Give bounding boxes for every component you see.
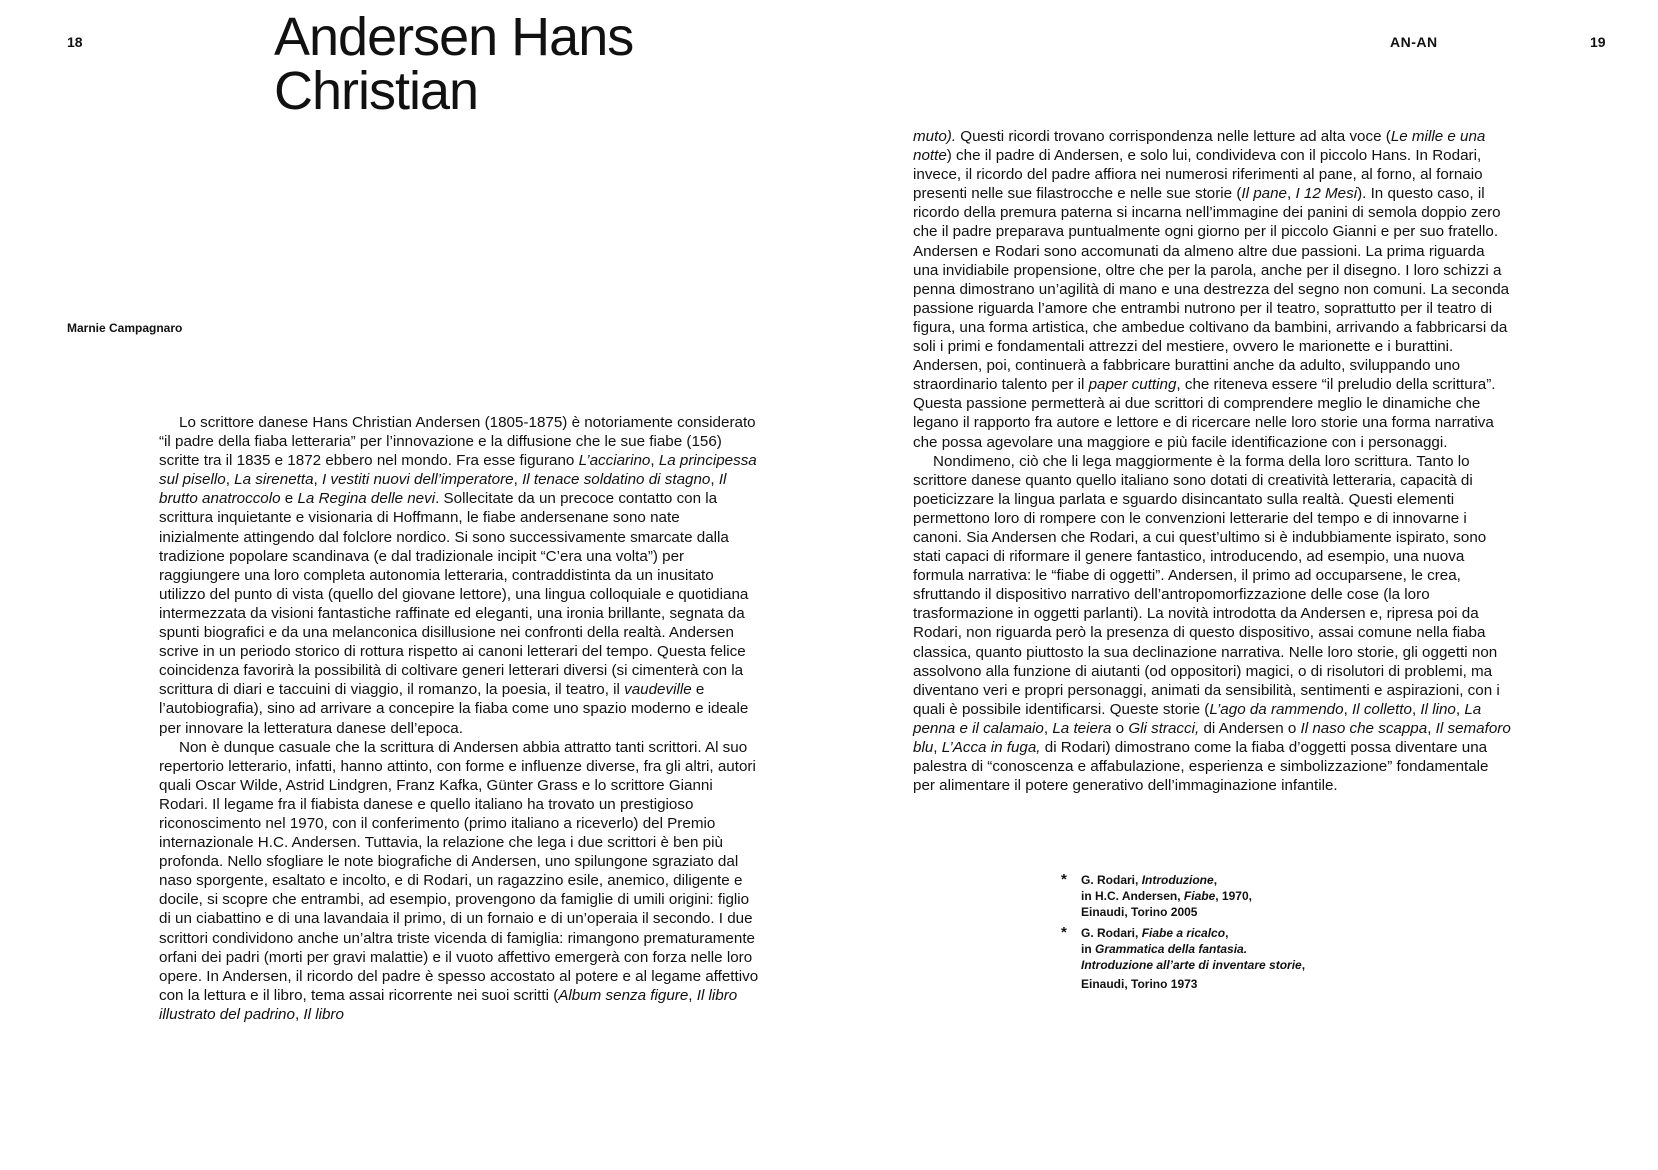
footnote-line xyxy=(1081,941,1341,957)
text-run: , xyxy=(650,452,659,470)
text-run: di Rodari) dimostrano come la fiaba d’oggetti possa diventare una palestra di “conoscenza e affabulazione, esperienza e simbolizzazione” fondamentale per alimentare il potere generativo dell’immaginazione infantile. xyxy=(913,739,1489,795)
footnote xyxy=(1061,871,1341,920)
italic-text: La penna e il calamaio xyxy=(913,700,1482,737)
entry-title-line-1: Andersen Hans xyxy=(274,7,634,67)
italic-text: Le mille e una notte xyxy=(913,128,1486,165)
text-run: e l’autobiografia), sino ad arrivare a concepire la fiaba come uno spazio moderno e ideale per innovare la letteratura danese dell’epoca. xyxy=(159,681,749,737)
footnote-line xyxy=(1081,957,1341,973)
text-run: Einaudi, Torino 1973 xyxy=(1081,977,1198,991)
italic-text: Il brutto anatroccolo xyxy=(159,471,727,508)
italic-text: Il libro illustrato del padrino xyxy=(159,986,738,1023)
text-run: Einaudi, Torino 2005 xyxy=(1081,905,1198,919)
italic-text: I 12 Mesi xyxy=(1295,185,1358,203)
text-run: , 1970, xyxy=(1215,889,1252,903)
italic-text: La Regina delle nevi xyxy=(297,490,436,508)
italic-text: Il semaforo blu xyxy=(913,719,1511,756)
text-run: , xyxy=(1213,873,1218,887)
footnote-line xyxy=(1081,925,1341,941)
paragraph xyxy=(913,452,1513,796)
italic-text: Il tenace soldatino di stagno xyxy=(522,471,711,489)
italic-text: paper cutting xyxy=(1088,376,1177,394)
text-run: , xyxy=(933,739,942,756)
paragraph xyxy=(913,127,1513,452)
italic-text: L’ago da rammendo xyxy=(1209,700,1344,718)
body-column-right xyxy=(913,127,1513,795)
text-run: , xyxy=(1411,700,1421,718)
footnote-marker: * xyxy=(1061,871,1067,888)
page-number-right: 19 xyxy=(1590,34,1606,50)
text-run: Lo scrittore danese Hans Christian Andersen (1805-1875) è notoriamente considerato “il padre della fiaba letteraria” per l’innovazione e la diffusione che le sue fiabe (156) scritte tra il 1835 e 1872 ebbero nel mondo. Fra esse figurano xyxy=(159,414,756,470)
italic-text: Fiabe a ricalco xyxy=(1141,926,1226,940)
footnote-marker: * xyxy=(1061,924,1067,941)
text-run: , xyxy=(1287,185,1296,203)
text-run: e xyxy=(280,490,298,508)
italic-text: muto). xyxy=(913,128,957,145)
text-run: in H.C. Andersen, xyxy=(1081,889,1184,903)
italic-text: Gli stracci, xyxy=(1128,719,1200,737)
paragraph xyxy=(159,413,759,738)
paragraph xyxy=(159,738,759,1024)
italic-text: Grammatica della fantasia. xyxy=(1095,942,1248,956)
entry-title xyxy=(274,7,834,121)
italic-text: Album senza figure xyxy=(558,986,689,1004)
text-run: Questi ricordi trovano corrispondenza nelle letture ad alta voce ( xyxy=(956,128,1391,145)
italic-text: La teiera xyxy=(1052,719,1112,737)
italic-text: L’Acca in fuga, xyxy=(941,739,1041,756)
text-run: , xyxy=(1043,719,1053,737)
italic-text: Il pane xyxy=(1241,185,1288,203)
text-run: , xyxy=(313,471,322,489)
text-run: , xyxy=(294,1005,304,1023)
italic-text: Fiabe xyxy=(1183,889,1216,903)
page-number-left: 18 xyxy=(67,34,83,50)
text-run: , xyxy=(1427,719,1436,737)
text-run: G. Rodari, xyxy=(1081,926,1142,940)
body-column-left xyxy=(159,413,759,1024)
footnote-line xyxy=(1081,872,1341,888)
text-run: in xyxy=(1081,942,1095,956)
text-run: o xyxy=(1111,719,1129,737)
footnote-line xyxy=(1081,888,1341,904)
footnote-line xyxy=(1081,904,1341,920)
italic-text: I vestiti nuovi dell’imperatore xyxy=(321,471,514,489)
italic-text: Il colletto xyxy=(1352,700,1412,718)
italic-text: La principessa sul pisello xyxy=(159,452,757,489)
text-run: , xyxy=(1343,700,1353,718)
text-run: , xyxy=(225,471,235,489)
author-name: Marnie Campagnaro xyxy=(67,321,183,335)
text-run: . Sollecitate da un precoce contatto con la scrittura inquietante e visionaria di Hoffmann, le fiabe andersenane sono nate inizialmente attingendo dal folclore nordico. Si sono successivamente smarcate dalla tradizione popolare scandinava (e dal tradizionale incipit “C’era una volta”) per raggiungere una loro completa autonomia letteraria, contraddistinta da un inusitato utilizzo del punto di vista (quello del giovane lettore), una lingua colloquiale e quotidiana intermezzata da visioni fantastiche raffinate ed eleganti, una ironia brillante, segnata da spunti biografici e da una melanconica disillusione nei confronti della realtà. Andersen scrive in un periodo storico di rottura rispetto ai canoni letterari del tempo. Questa felice coincidenza favorirà la possibilità di coltivare generi letterari diversi (si cimenterà con la scrittura di diari e taccuini di viaggio, il romanzo, la poesia, il teatro, il xyxy=(159,490,749,699)
text-run: di Andersen o xyxy=(1199,719,1301,737)
text-run: G. Rodari, xyxy=(1081,873,1142,887)
italic-text: Introduzione xyxy=(1141,873,1214,887)
footnote xyxy=(1061,924,1341,992)
text-run: , xyxy=(1455,700,1465,718)
text-run: ) che il padre di Andersen, e solo lui, condivideva con il piccolo Hans. In Rodari, invece, il ricordo del padre affiora nei numerosi riferimenti al pane, al forno, al fornaio presenti nelle sue filastrocche e nelle sue storie ( xyxy=(913,147,1483,203)
entry-title-line-2: Christian xyxy=(274,61,479,121)
footnote-line xyxy=(1081,976,1341,992)
text-run: , xyxy=(710,471,719,489)
italic-text: Il lino xyxy=(1420,700,1456,718)
text-run: Non è dunque casuale che la scrittura di Andersen abbia attratto tanti scrittori. Al suo repertorio letterario, infatti, hanno attinto, con forme e influenze diverse, fra gli altri, autori quali Oscar Wilde, Astrid Lindgren, Franz Kafka, Günter Grass e lo scrittore Gianni Rodari. Il legame fra il fiabista danese e quello italiano ha trovato un prestigioso riconoscimento nel 1970, con il conferimento (primo italiano a riceverlo) del Premio internazionale H.C. Andersen. Tuttavia, la relazione che lega i due scrittori è ben più profonda. Nello sfogliare le note biografiche di Andersen, uno spilungone sgraziato dal naso sporgente, esaltato e incolto, e di Rodari, un ragazzino esile, anemico, diligente e docile, si scopre che entrambi, ad esempio, provengono da famiglie di umili origini: figlio di un ciabattino e di una lavandaia il primo, di un fornaio e di un’operaia il secondo. I due scrittori condividono anche un’altra triste vicenda di famiglia: rimangono prematuramente orfani dei padri (morti per gravi malattie) e il vuoto affettivo emergerà con forza nelle loro opere. In Andersen, il ricordo del padre è spesso accostato al potere e al legame affettivo con la lettura e il libro, tema assai ricorrente nei suoi scritti ( xyxy=(159,738,759,1004)
text-run: , che riteneva essere “il preludio della scrittura”. Questa passione permetterà ai due scrittori di comprendere meglio le dinamiche che legano il rapporto fra autore e lettore e di ricercare nelle loro storie una forma narrativa che possa agevolare una maggiore e più facile identificazione con i personaggi. xyxy=(913,376,1496,451)
section-code: AN-AN xyxy=(1390,34,1438,50)
italic-text: La sirenetta xyxy=(234,471,314,489)
italic-text: Il naso che scappa xyxy=(1300,719,1428,737)
italic-text: L’acciarino xyxy=(578,452,651,470)
text-run: , xyxy=(688,986,697,1004)
italic-text: vaudeville xyxy=(624,681,692,699)
text-run: ). In questo caso, il ricordo della premura paterna si incarna nell’immagine dei panini di semola doppio zero che il padre preparava puntualmente ogni giorno per il piccolo Gianni e per suo fratello. Andersen e Rodari sono accomunati da almeno altre due passioni. La prima riguarda una invidiabile propensione, oltre che per la parola, anche per il disegno. I loro schizzi a penna dimostrano un’agilità di mano e una destrezza del segno non comuni. La seconda passione riguarda l’amore che entrambi nutrono per il teatro, soprattutto per il teatro di figura, una forma artistica, che ambedue coltivano da bambini, arrivando a fabbricarsi da soli i primi e fondamentali attrezzi del mestiere, ovvero le marionette e i burattini. Andersen, poi, continuerà a fabbricare burattini anche da adulto, sviluppando uno straordinario talento per il xyxy=(913,185,1510,394)
text-run: , xyxy=(1225,926,1229,940)
text-run: , xyxy=(1301,958,1306,972)
italic-text: Introduzione all’arte di inventare storie xyxy=(1081,958,1302,972)
italic-text: Il libro xyxy=(303,1005,344,1023)
text-run: Nondimeno, ciò che li lega maggiormente è la forma della loro scrittura. Tanto lo scrittore danese quanto quello italiano sono dotati di creatività letteraria, capacità di poeticizzare la lingua parlata e sguardo disincantato sulla realtà. Questi elementi permettono loro di rompere con le convenzioni letterarie del tempo e di innovarne i canoni. Sia Andersen che Rodari, a cui quest’ultimo si è indubbiamente ispirato, sono stati capaci di riformare il genere fantastico, introducendo, ad esempio, una nuova formula narrativa: le “fiabe di oggetti”. Andersen, il primo ad occuparsene, le crea, sfruttando il dispositivo narrativo dell’antropomorfizzazione delle cose (la loro trasformazione in oggetti parlanti). La novità introdotta da Andersen e, ripresa poi da Rodari, non riguarda però la presenza di questo dispositivo, assai comune nella fiaba classica, quanto piuttosto la sua declinazione narrativa. Nelle loro storie, gli oggetti non assolvono alla funzione di aiutanti (od oppositori) magici, o di risolutori di problemi, ma diventano veri e propri personaggi, animati da sensibilità, sentimenti e aspirazioni, con i quali è possibile identificarsi. Queste storie ( xyxy=(913,452,1500,718)
text-run: , xyxy=(513,471,523,489)
